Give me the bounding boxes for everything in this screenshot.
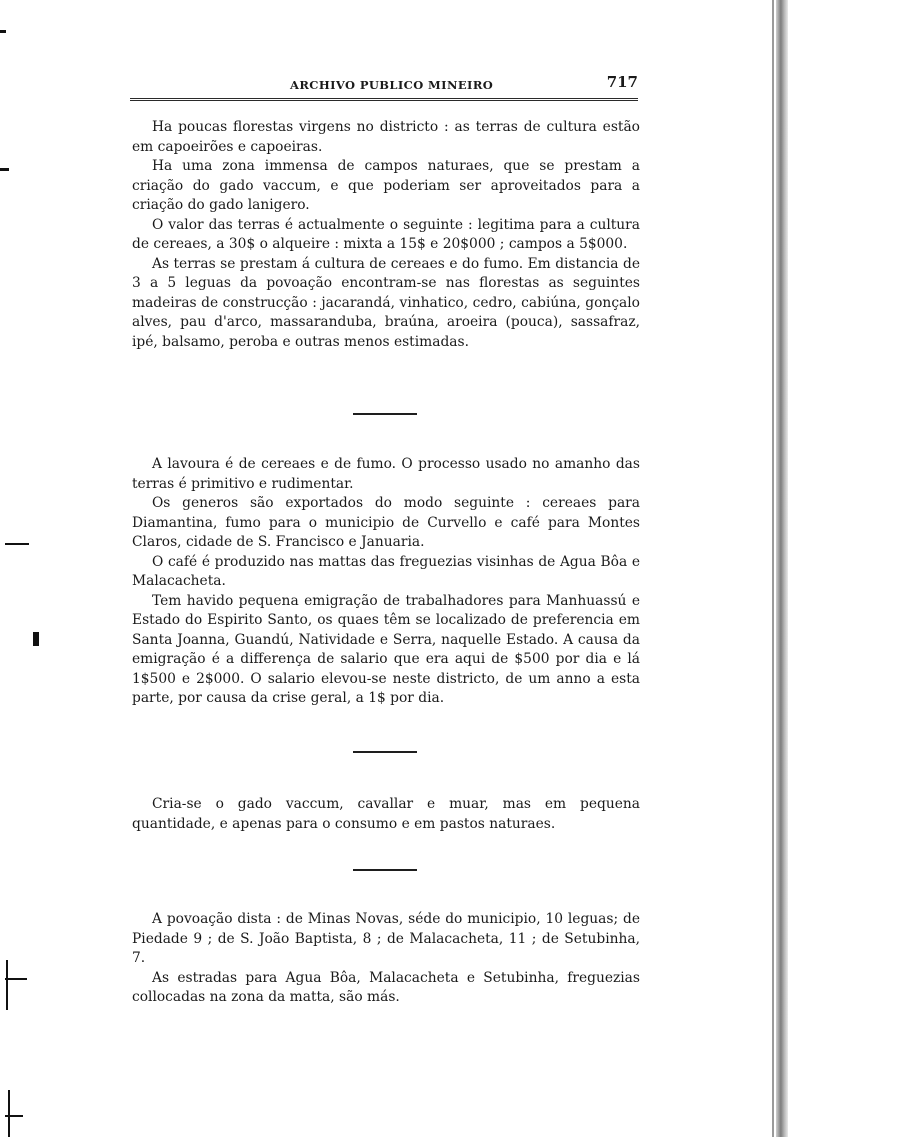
- paragraph: A povoação dista : de Minas Novas, séde do municipio, 10 leguas; de Piedade 9 ; de S. João Baptista, 8 ; de Malacacheta, 11 ; de Setubinha, 7.: [132, 911, 640, 966]
- margin-mark: [33, 632, 39, 646]
- running-header: [130, 70, 638, 101]
- paragraph: As estradas para Agua Bôa, Malacacheta e Setubinha, freguezias collocadas na zona da matta, são más.: [132, 969, 640, 1005]
- paragraph: Os generos são exportados do modo seguinte : cereaes para Diamantina, fumo para o municipio de Curvello e café para Montes Claros, cidade de S. Francisco e Januaria.: [132, 495, 640, 550]
- margin-mark: [5, 978, 27, 980]
- paragraph: As terras se prestam á cultura de cereaes e do fumo. Em distancia de 3 a 5 leguas da povoação encontram-se nas florestas as seguintes madeiras de construcção : jacarandá, vinhatico, cedro, cabiúna, gonçalo alves, pau d'arco, massaranduba, braúna, aroeira (pouca), sassafraz, ipé, balsamo, peroba e outras menos estimadas.: [132, 255, 640, 350]
- header-title: ARCHIVO PUBLICO MINEIRO: [290, 78, 494, 92]
- paragraph: Cria-se o gado vaccum, cavallar e muar, mas em pequena quantidade, e apenas para o consumo e em pastos naturaes.: [132, 796, 640, 832]
- paragraph: Ha uma zona immensa de campos naturaes, que se prestam a criação do gado vaccum, e que poderiam ser aproveitados para a criação do gado lanigero.: [132, 158, 640, 213]
- margin-mark: [8, 1090, 10, 1137]
- margin-mark: [0, 30, 6, 33]
- paragraph: Tem havido pequena emigração de trabalhadores para Manhuassú e Estado do Espirito Santo, os quaes têm se localizado de preferencia em Santa Joanna, Guandú, Natividade e Serra, naquelle Estado. A causa da emigração é a differença de salario que era aqui de $500 por dia e lá 1$500 e 2$000. O salario elevou-se neste districto, de um anno a esta parte, por causa da crise geral, a 1$ por dia.: [132, 592, 640, 706]
- section-agriculture: [132, 455, 640, 709]
- paragraph: O valor das terras é actualmente o seguinte : legitima para a cultura de cereaes, a 30$ o alqueire : mixta a 15$ e 20$000 ; campos a 5$000.: [132, 216, 640, 252]
- paragraph: Ha poucas florestas virgens no districto : as terras de cultura estão em capoeirões e capoeiras.: [132, 119, 640, 155]
- section-livestock: [132, 795, 640, 834]
- paragraph: A lavoura é de cereaes e de fumo. O processo usado no amanho das terras é primitivo e rudimentar.: [132, 456, 640, 492]
- section-divider: [353, 869, 417, 871]
- section-divider: [353, 751, 417, 753]
- page-number: 717: [606, 73, 638, 91]
- section-divider: [353, 413, 417, 415]
- margin-mark: [6, 960, 8, 1010]
- section-distances: [132, 910, 640, 1008]
- page-edge-shadow: [776, 0, 788, 1137]
- section-land: [132, 118, 640, 352]
- page-edge-line: [772, 0, 774, 1137]
- margin-mark: [5, 543, 29, 545]
- paragraph: O café é produzido nas mattas das freguezias visinhas de Agua Bôa e Malacacheta.: [132, 553, 640, 589]
- margin-mark: [0, 168, 9, 171]
